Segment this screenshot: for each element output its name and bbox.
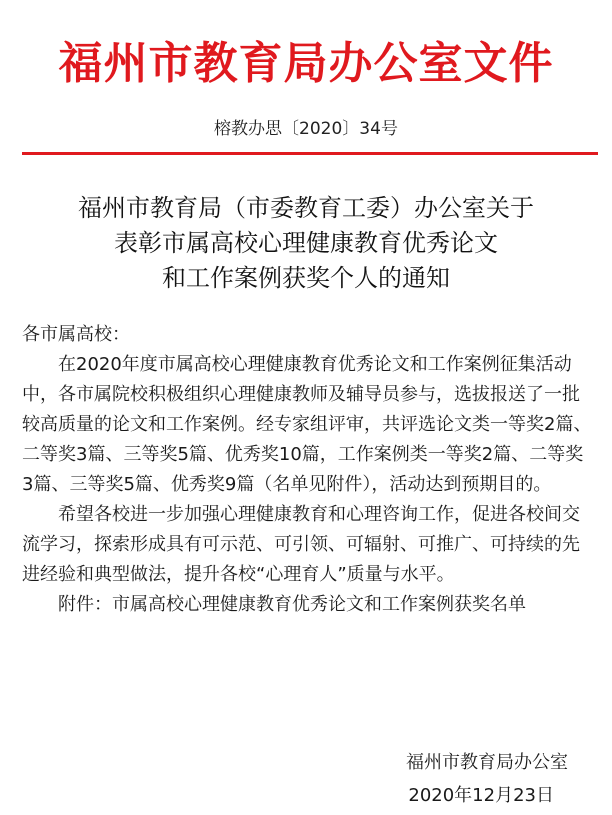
document-number: 榕教办思〔2020〕34号 — [214, 119, 398, 139]
notice-title-line: 福州市教育局（市委教育工委）办公室关于 — [78, 194, 534, 222]
notice-title — [0, 191, 612, 296]
notice-body — [22, 320, 592, 620]
masthead-title: 福州市教育局办公室文件 — [58, 38, 554, 89]
body-paragraph: 在2020年度市属高校心理健康教育优秀论文和工作案例征集活动中，各市属院校积极组织心理健康教师及辅导员参与，选拔报送了一批较高质量的论文和工作案例。经专家组评审，共评选论文类一等奖2篇、二等奖3篇、三等奖5篇、优秀奖10篇，工作案例类一等奖2篇、二等奖3篇、三等奖5篇、优秀奖9篇（名单见附件），活动达到预期目的。 — [22, 354, 592, 495]
notice-title-line: 表彰市属高校心理健康教育优秀论文 — [114, 229, 498, 257]
attachment-note: 附件：市属高校心理健康教育优秀论文和工作案例获奖名单 — [58, 594, 526, 615]
issue-date: 2020年12月23日 — [408, 785, 554, 806]
salutation: 各市属高校： — [22, 324, 130, 345]
notice-title-line: 和工作案例获奖个人的通知 — [162, 264, 450, 292]
signer: 福州市教育局办公室 — [406, 752, 568, 773]
body-paragraph: 希望各校进一步加强心理健康教育和心理咨询工作，促进各校间交流学习，探索形成具有可示范、可引领、可辐射、可推广、可持续的先进经验和典型做法，提升各校“心理育人”质量与水平。 — [22, 504, 580, 585]
red-divider — [22, 152, 598, 155]
